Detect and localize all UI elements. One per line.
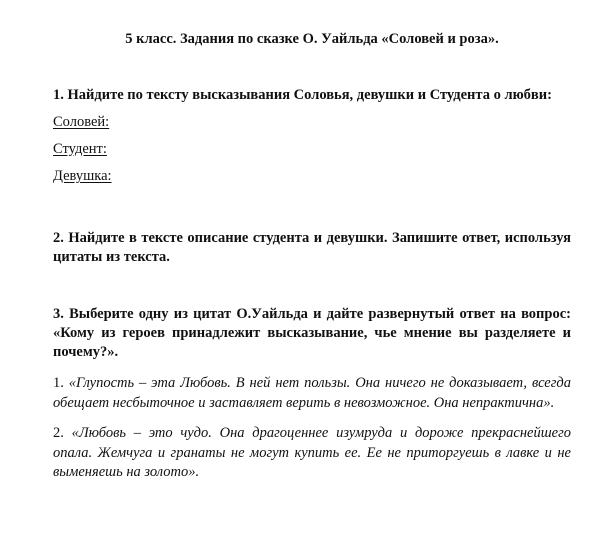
quote-2-number: 2. bbox=[53, 425, 64, 441]
quote-2 bbox=[53, 424, 571, 483]
answer-label-girl: Девушка: bbox=[53, 168, 112, 184]
task-1-text: 1. Найдите по тексту высказывания Соловья, девушки и Студента о любви: bbox=[53, 87, 552, 103]
quote-1 bbox=[53, 374, 571, 413]
quote-2-text: «Любовь – это чудо. Она драгоценнее изумруда и дороже прекраснейшего опала. Жемчуга и гранаты не могут купить ее. Ее не приторгуешь в лавке и не выменяешь на золото». bbox=[53, 425, 571, 480]
task-2-text: 2. Найдите в тексте описание студента и девушки. Запишите ответ, используя цитаты из текста. bbox=[53, 230, 571, 265]
spacer bbox=[53, 194, 571, 229]
quote-1-number: 1. bbox=[53, 375, 64, 391]
answer-label-nightingale: Соловей: bbox=[53, 114, 110, 130]
answer-label-student: Студент: bbox=[53, 141, 107, 157]
document-title: 5 класс. Задания по сказке О. Уайльда «Соловей и роза». bbox=[125, 31, 499, 47]
document-page bbox=[53, 30, 571, 494]
spacer bbox=[53, 267, 571, 305]
quote-1-text: «Глупость – эта Любовь. В ней нет пользы. Она ничего не доказывает, всегда обещает несбыточное и заставляет верить в невозможное. Она непрактична». bbox=[53, 375, 571, 411]
task-3-text: 3. Выберите одну из цитат О.Уайльда и дайте развернутый ответ на вопрос: «Кому из героев принадлежит высказывание, чье мнение вы разделяете и почему?». bbox=[53, 306, 571, 360]
